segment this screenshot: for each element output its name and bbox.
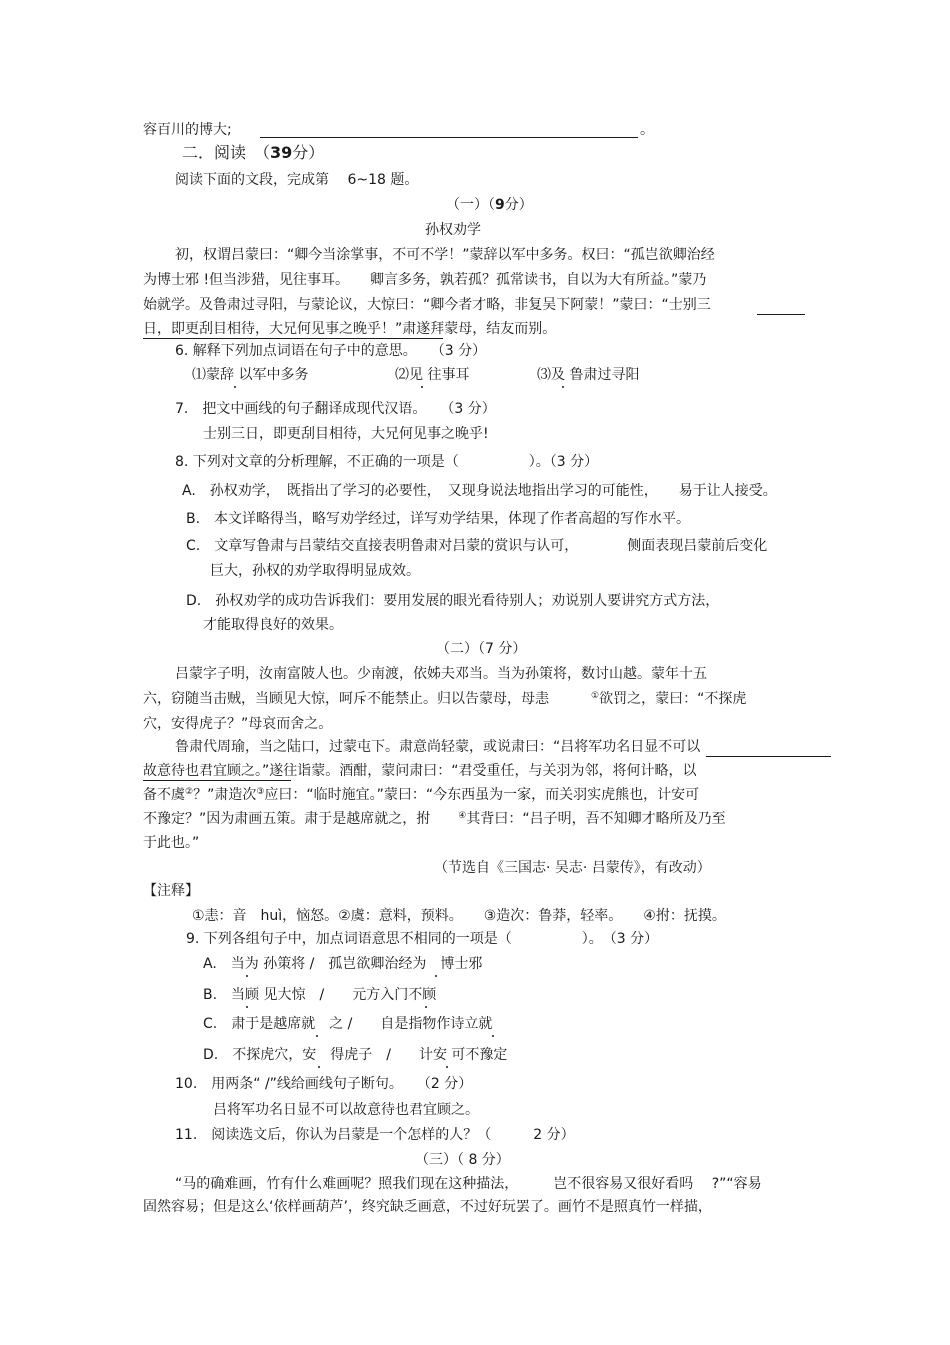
emphasis-dot — [316, 1035, 318, 1037]
q6-item-3: ⑶及 鲁肃过寻阳 — [537, 367, 640, 383]
q9-option-d: D. 不探虎穴，安 得虎子 / 计安 可不豫定 — [203, 1047, 508, 1063]
question-11: 11. 阅读选文后，你认为吕蒙是一个怎样的人？（ 2 分） — [175, 1127, 575, 1143]
q9-option-b: B. 当顾 见大惊 / 元方入门不顾 — [203, 987, 437, 1003]
question-10: 10. 用两条“ /”线给画线句子断句。 （2 分） — [175, 1076, 473, 1092]
emphasis-dot — [421, 386, 423, 388]
part1-header: （一）（9分） — [446, 197, 533, 213]
section-heading: 二．阅读 （39分） — [182, 143, 325, 162]
footnote-mark: ① — [591, 691, 600, 701]
part1-para-line-1: 初，权谓吕蒙曰：“卿今当涂掌事，不可不学！”蒙辞以军中多务。权曰：“孤岂欲卿治经 — [175, 247, 715, 263]
emphasis-dot — [246, 975, 248, 977]
part1-para-line-2: 为博士邪 !但当涉猎，见往事耳。 卿言多务，孰若孤？孤常读书，自以为大有所益。”蒙乃 — [143, 272, 707, 288]
q6-item-2: ⑵见 往事耳 — [395, 367, 470, 383]
emphasis-dot — [234, 386, 236, 388]
underline-segment — [706, 756, 831, 757]
underline-segment — [143, 338, 443, 339]
footnote-mark: ② — [185, 787, 194, 797]
part2-para-line-4: 鲁肃代周瑜，当之陆口，过蒙屯下。肃意尚轻蒙，或说肃曰：“吕将军功名日显不可以 — [175, 739, 701, 755]
part1-title: 孙权劝学 — [425, 222, 481, 238]
part1-para-line-3: 始就学。及鲁肃过寻阳，与蒙论议，大惊曰：“卿今者才略，非复吴下阿蒙！”蒙曰：“士别三 — [143, 297, 711, 313]
answer-blank-line — [260, 137, 638, 138]
emphasis-dot — [318, 1066, 320, 1068]
emphasis-dot — [425, 1006, 427, 1008]
part2-para-line-5: 故意待也君宜顾之。”遂往诣蒙。酒酣，蒙问肃曰：“君受重任，与关羽为邻，将何计略，以 — [143, 763, 697, 779]
underline-segment — [757, 314, 805, 315]
part3-header: （三）（ 8 分） — [415, 1152, 510, 1168]
q10-sentence: 吕将军功名日显不可以故意待也君宜顾之。 — [213, 1102, 479, 1118]
q9-option-c: C. 肃于是越席就 之 / 自是指物作诗立就 — [203, 1016, 493, 1032]
notes-text: ①恚：音 huì，恼怒。②虞：意料，预料。 ③造次：鲁莽，轻率。 ④拊：抚摸。 — [192, 908, 726, 924]
part2-para-line-2: 六，窃随当击贼，当顾见大惊，呵斥不能禁止。归以告蒙母，母恚 ①欲罚之，蒙曰：“不探虎 — [143, 691, 747, 707]
part2-source: （节选自《三国志· 吴志· 吕蒙传》，有改动） — [434, 860, 711, 876]
q8-option-c-line-1: C. 文章写鲁肃与吕蒙结交直接表明鲁肃对吕蒙的赏识与认可， 侧面表现吕蒙前后变化 — [186, 538, 768, 554]
question-6: 6. 解释下列加点词语在句子中的意思。 （3 分） — [175, 343, 487, 359]
emphasis-dot — [562, 386, 564, 388]
emphasis-dot — [492, 1035, 494, 1037]
question-8: 8. 下列对文章的分析理解，不正确的一项是（ ）。（3 分） — [175, 454, 599, 470]
part2-header: （二）（7 分） — [436, 641, 527, 657]
part3-para-line-2: 固然容易；但是这么‘依样画葫芦’，终究缺乏画意，不过好玩罢了。画竹不是照真竹一样描， — [143, 1199, 712, 1215]
q8-option-d-line-1: D. 孙权劝学的成功告诉我们：要用发展的眼光看待别人；劝说别人要讲究方式方法， — [186, 593, 720, 609]
q9-option-a: A. 当为 孙策将 / 孤岂欲卿治经为 博士邪 — [203, 956, 483, 972]
part2-para-line-6: 备不虞②？”肃造次③应曰：“临时施宜。”蒙曰：“今东西虽为一家，而关羽实虎熊也，计安可 — [143, 787, 700, 803]
part1-para-line-4: 日，即更刮目相待，大兄何见事之晚乎！”肃遂拜蒙母，结友而别。 — [143, 321, 557, 337]
part2-para-line-7: 不豫定？”因为肃画五策。肃于是越席就之，拊 ④其背曰：“吕子明，吾不知卿才略所及乃至 — [143, 811, 726, 827]
emphasis-dot — [246, 1006, 248, 1008]
q8-option-b: B. 本文详略得当，略写劝学经过，详写劝学结果，体现了作者高超的写作水平。 — [186, 511, 691, 527]
notes-label: 【注释】 — [143, 883, 199, 899]
part3-para-line-1: “马的确难画，竹有什么难画呢？照我们现在这种描法， 岂不很容易又很好看吗 ?”“容易 — [175, 1176, 762, 1192]
question-7: 7. 把文中画线的句子翻译成现代汉语。 （3 分） — [175, 401, 496, 417]
q7-sentence: 士别三日，即更刮目相待，大兄何见事之晚乎! — [203, 426, 489, 442]
q8-option-d-line-2: 才能取得良好的效果。 — [203, 617, 343, 633]
section-instruction: 阅读下面的文段，完成第 6~18 题。 — [175, 172, 419, 188]
q8-option-a: A. 孙权劝学， 既指出了学习的必要性， 又现身说法地指出学习的可能性， 易于让人接受。 — [182, 483, 777, 499]
footnote-mark: ③ — [256, 787, 265, 797]
question-9: 9. 下列各组句子中，加点词语意思不相同的一项是（ ）。 （3 分） — [186, 931, 659, 947]
footnote-mark: ④ — [458, 811, 467, 821]
underline-segment — [143, 780, 291, 781]
q6-item-1: ⑴蒙辞 以军中多务 — [192, 367, 309, 383]
emphasis-dot — [446, 1066, 448, 1068]
part2-para-line-3: 穴，安得虎子？”母哀而舍之。 — [143, 716, 333, 732]
top-line-end: 。 — [640, 122, 654, 138]
q8-option-c-line-2: 巨大，孙权的劝学取得明显成效。 — [210, 563, 420, 579]
part2-para-line-1: 吕蒙字子明，汝南富陂人也。少南渡，依姊夫邓当。当为孙策将，数讨山越。蒙年十五 — [175, 666, 707, 682]
part2-para-line-8: 于此也。” — [143, 835, 200, 851]
emphasis-dot — [435, 975, 437, 977]
top-line-start: 容百川的博大; — [143, 122, 232, 138]
